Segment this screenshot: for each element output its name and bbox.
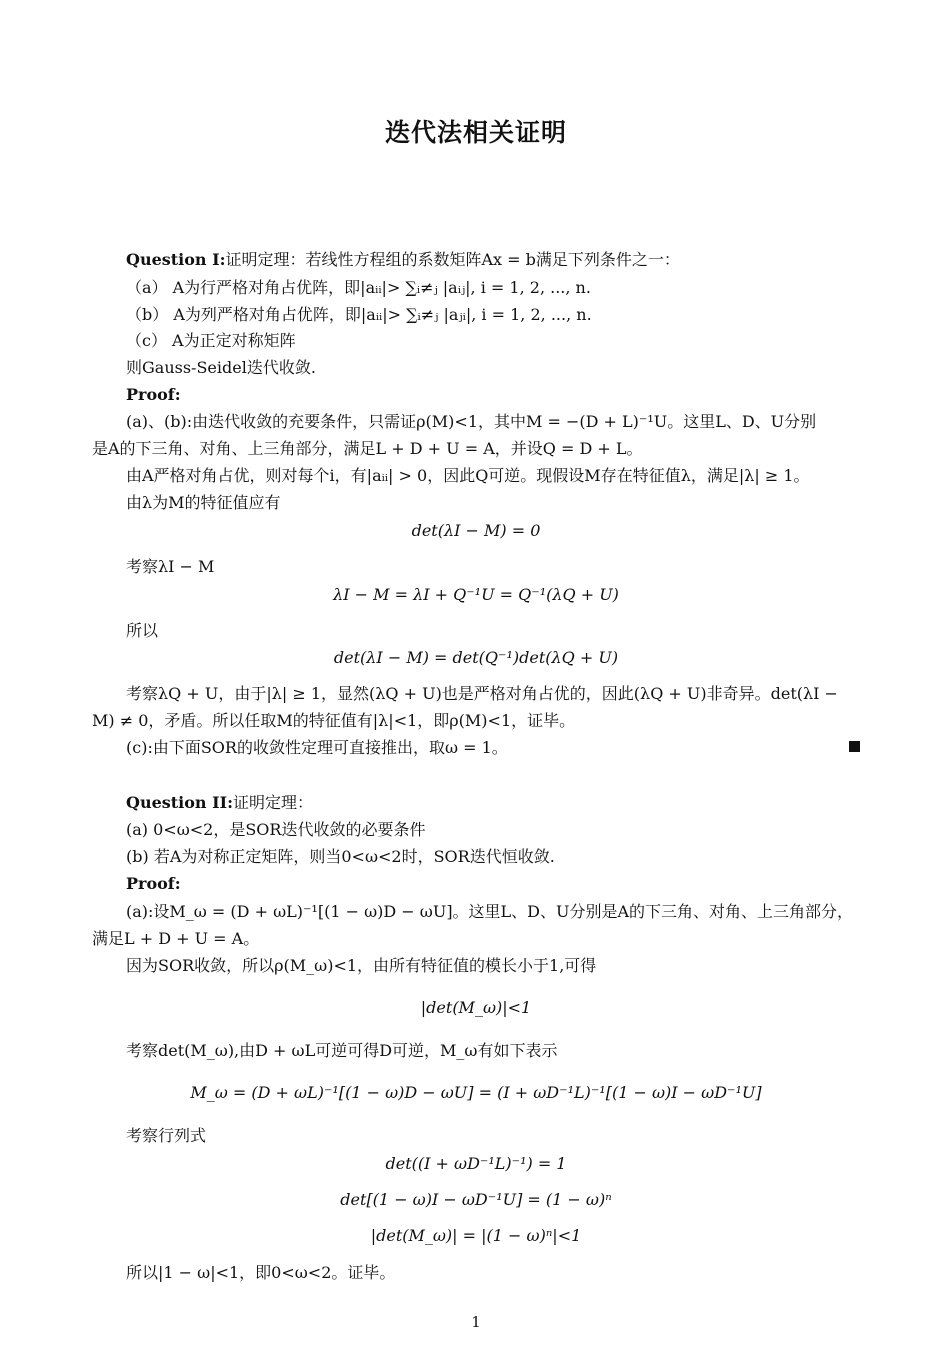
q1-equation-3: det(λI − M) = det(Q⁻¹)det(λQ + U) (333, 648, 619, 667)
page-number: 1 (471, 1313, 481, 1331)
q2-proof-label-text: Proof: (126, 874, 181, 893)
q1-condition-a: （a） A为行严格对角占优阵，即|aᵢᵢ|> ∑ᵢ≠ⱼ |aᵢⱼ|, i = 1, 2, ..., n. (126, 278, 591, 297)
q1-proof-line-4: 由λ为M的特征值应有 (126, 493, 281, 512)
q2-equation-4: det[(1 − ω)I − ωD⁻¹U] = (1 − ω)ⁿ (340, 1190, 612, 1209)
q1-equation-2: λI − M = λI + Q⁻¹U = Q⁻¹(λQ + U) (333, 585, 619, 604)
q2-proof-line-3: 因为SOR收敛，所以ρ(M_ω)<1，由所有特征值的模长小于1,可得 (126, 956, 597, 975)
q1-statement (126, 250, 680, 270)
qed-square-icon (849, 741, 860, 752)
q1-condition-b: （b） A为列严格对角占优阵，即|aᵢᵢ|> ∑ᵢ≠ⱼ |aⱼᵢ|, i = 1, 2, ..., n. (126, 305, 592, 324)
q2-statement-text: 证明定理： (232, 793, 313, 812)
q2-proof-line-4: 考察det(M_ω),由D + ωL可逆可得D可逆，M_ω有如下表示 (126, 1041, 558, 1060)
q1-proof-line-6: 所以 (126, 621, 159, 640)
q2-label: Question II: (126, 793, 233, 812)
q2-condition-b: (b) 若A为对称正定矩阵，则当0<ω<2时，SOR迭代恒收敛. (126, 847, 555, 866)
q2-statement (126, 793, 313, 813)
q1-proof-line-5: 考察λI − M (126, 557, 215, 576)
q1-condition-c: （c） A为正定对称矩阵 (126, 331, 296, 350)
q1-label: Question I: (126, 250, 226, 269)
q2-equation-1: |det(M_ω)|<1 (420, 998, 532, 1017)
q2-condition-a: (a) 0<ω<2，是SOR迭代收敛的必要条件 (126, 820, 426, 839)
q1-proof-line-8: M) ≠ 0，矛盾。所以任取M的特征值有|λ|<1，即ρ(M)<1，证毕。 (92, 711, 576, 730)
q1-proof-line-2: 是A的下三角、对角、上三角部分，满足L + D + U = A，并设Q = D + L。 (92, 439, 643, 458)
q1-proof-label (126, 385, 181, 405)
q2-equation-3: det((I + ωD⁻¹L)⁻¹) = 1 (385, 1154, 567, 1173)
q1-statement-text: 证明定理：若线性方程组的系数矩阵Ax = b满足下列条件之一： (225, 250, 680, 269)
q1-proof-label-text: Proof: (126, 385, 181, 404)
q2-proof-line-2: 满足L + D + U = A。 (92, 929, 260, 948)
q2-proof-line-1: (a):设M_ω = (D + ωL)⁻¹[(1 − ω)D − ωU]。这里L、D、U分别是A的下三角、对角、上三角部分， (126, 902, 854, 921)
page-title: 迭代法相关证明 (384, 118, 567, 147)
q1-proof-line-3: 由A严格对角占优，则对每个i，有|aᵢᵢ| > 0，因此Q可逆。现假设M存在特征值λ，满足|λ| ≥ 1。 (126, 466, 810, 485)
q2-proof-label (126, 874, 181, 894)
q1-proof-line-1: (a)、(b):由迭代收敛的充要条件，只需证ρ(M)<1，其中M = −(D + L)⁻¹U。这里L、D、U分别 (126, 412, 817, 431)
q2-equation-2: M_ω = (D + ωL)⁻¹[(1 − ω)D − ωU] = (I + ωD⁻¹L)⁻¹[(1 − ω)I − ωD⁻¹U] (190, 1083, 762, 1102)
q2-equation-5: |det(M_ω)| = |(1 − ω)ⁿ|<1 (370, 1226, 582, 1245)
q1-equation-1: det(λI − M) = 0 (411, 521, 541, 540)
q2-proof-line-6: 所以|1 − ω|<1，即0<ω<2。证毕。 (126, 1263, 396, 1282)
q1-proof-line-9: (c):由下面SOR的收敛性定理可直接推出，取ω = 1。 (126, 738, 508, 757)
q2-proof-line-5: 考察行列式 (126, 1126, 207, 1145)
q1-proof-line-7: 考察λQ + U，由于|λ| ≥ 1，显然(λQ + U)也是严格对角占优的，因此(λQ + U)非奇异。det(λI − (126, 684, 838, 703)
q1-conclusion: 则Gauss-Seidel迭代收敛. (126, 358, 316, 377)
